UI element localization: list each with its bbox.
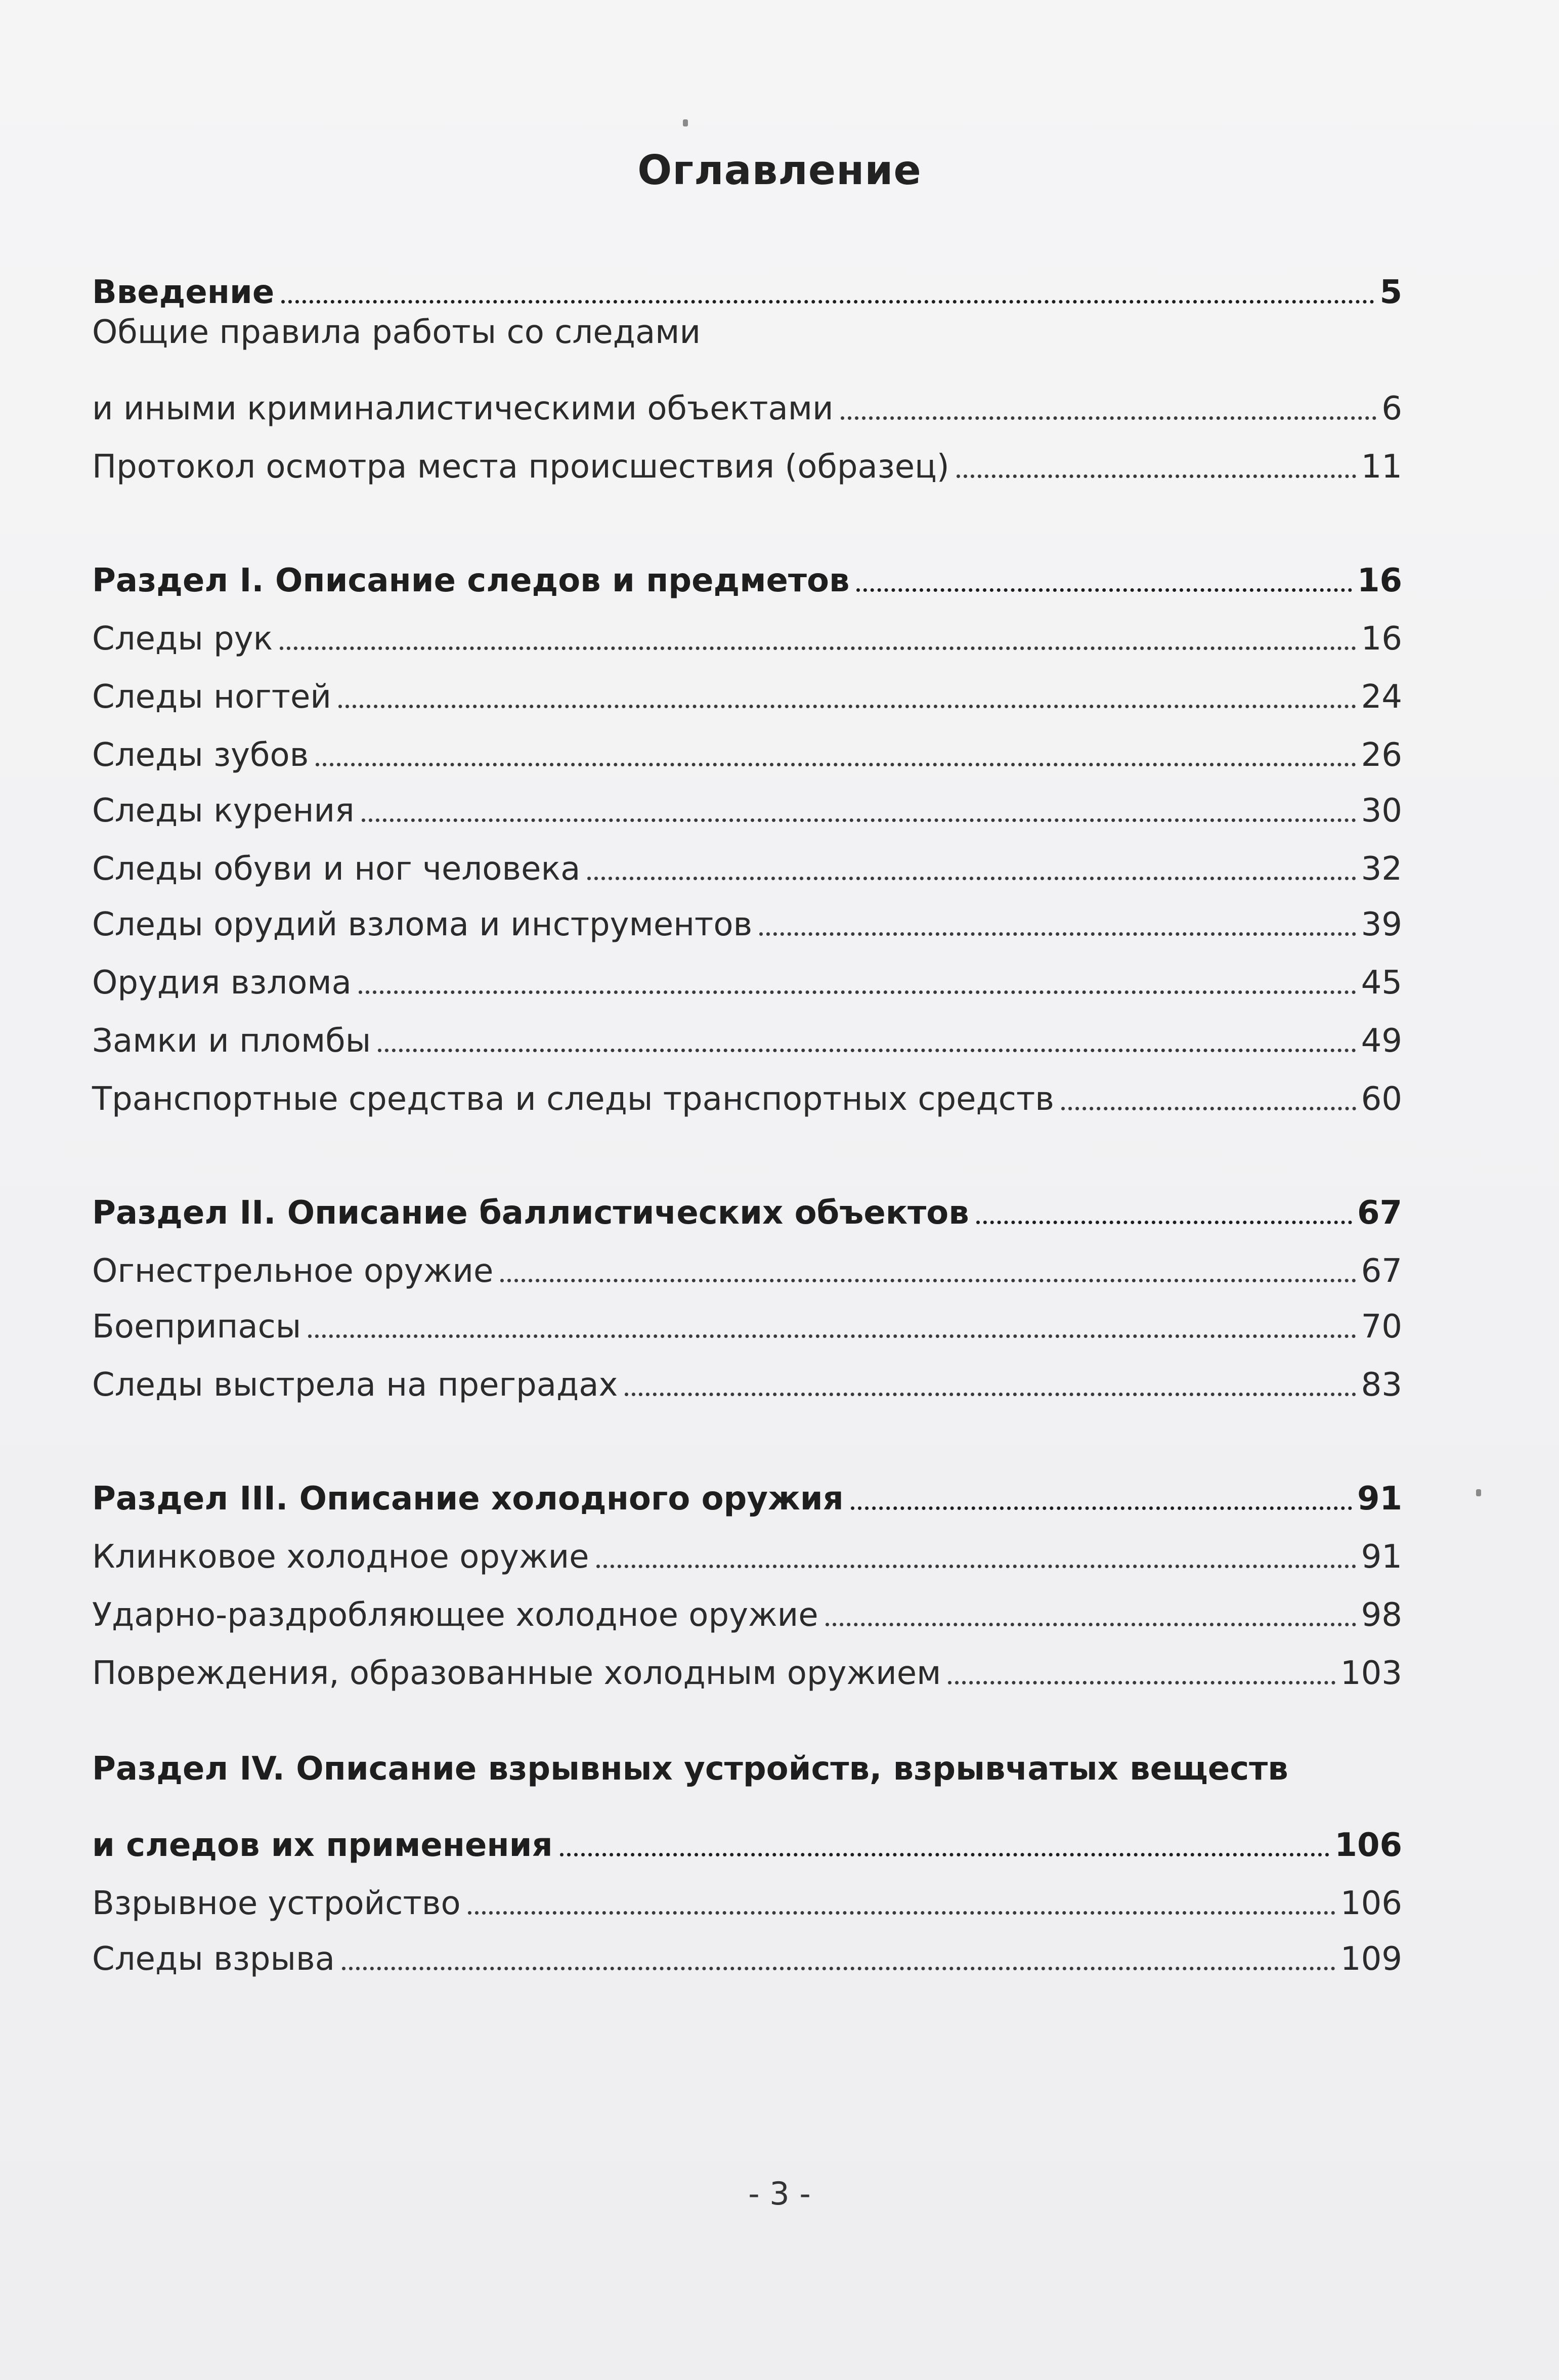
toc-entry (92, 1351, 1402, 1404)
toc-entry-title: Следы взрыва (92, 1940, 335, 1978)
dot-leader (587, 877, 1356, 880)
toc-section (92, 1811, 1402, 1862)
toc-entry-page: 98 (1361, 1596, 1402, 1634)
dot-leader (948, 1681, 1335, 1684)
toc-entry-page: 16 (1357, 562, 1402, 599)
toc-entry-title: Следы орудий взлома и инструментов (92, 906, 753, 943)
toc-entry-title: Следы рук (92, 620, 273, 658)
toc-entry-page: 11 (1361, 448, 1402, 486)
toc-entry-page: 45 (1361, 964, 1402, 1002)
page-number: - 3 - (748, 2175, 811, 2212)
dot-leader (378, 1049, 1356, 1052)
dot-leader (826, 1623, 1356, 1626)
dot-leader (560, 1853, 1330, 1856)
toc-entry-page: 67 (1357, 1194, 1402, 1232)
toc-entry-title: Транспортные средства и следы транспортных средств (92, 1080, 1054, 1118)
toc-entry-title: Следы зубов (92, 737, 309, 774)
toc-entry-title: Общие правила работы со следами (92, 314, 701, 351)
dot-leader (308, 1334, 1356, 1338)
toc-entry-page: 67 (1361, 1252, 1402, 1290)
toc-entry-title: Следы курения (92, 792, 355, 830)
toc-entry-page: 103 (1340, 1655, 1402, 1692)
toc-entry-title: и следов их применения (92, 1827, 553, 1864)
toc-entry-page: 109 (1340, 1940, 1402, 1978)
dot-leader (316, 763, 1356, 766)
dot-leader (759, 932, 1356, 936)
toc-entry-page: 24 (1361, 678, 1402, 716)
toc-entry-page: 39 (1361, 906, 1402, 943)
toc-entry (92, 663, 1402, 716)
toc-entry-title: Раздел IV. Описание взрывных устройств, взрывчатых веществ (92, 1750, 1288, 1788)
dot-leader (596, 1565, 1356, 1568)
page-title: Оглавление (637, 147, 922, 194)
toc-entry-title: Раздел III. Описание холодного оружия (92, 1480, 844, 1518)
toc-section (92, 1464, 1402, 1518)
toc-entry (92, 316, 1402, 367)
toc-entry (92, 432, 1402, 486)
dot-leader (851, 1506, 1352, 1510)
toc-entry-title: Раздел II. Описание баллистических объектов (92, 1194, 969, 1232)
toc-entry-page: 91 (1361, 1538, 1402, 1576)
toc-entry-page: 16 (1361, 620, 1402, 658)
toc-entry (92, 1581, 1402, 1634)
toc-entry (92, 1292, 1402, 1346)
toc-entry-title: Орудия взлома (92, 964, 352, 1002)
toc-entry-title: и иными криминалистическими объектами (92, 390, 834, 427)
toc-entry-page: 106 (1334, 1827, 1402, 1864)
toc-entry-title: Раздел I. Описание следов и предметов (92, 562, 850, 599)
dot-leader (342, 1967, 1335, 1970)
dot-leader (362, 818, 1356, 822)
toc-section (92, 1750, 1402, 1803)
toc-entry (92, 1523, 1402, 1576)
toc-entry-title: Повреждения, образованные холодным оружием (92, 1655, 941, 1692)
dot-leader (976, 1221, 1352, 1224)
toc-entry-page: 91 (1357, 1480, 1402, 1518)
toc-entry-page: 70 (1361, 1308, 1402, 1346)
toc-entry-title: Боеприпасы (92, 1308, 301, 1346)
dot-leader (468, 1911, 1335, 1915)
toc-entry-title: Следы выстрела на преградах (92, 1366, 618, 1404)
toc-entry (92, 1007, 1402, 1060)
dot-leader (856, 588, 1352, 592)
dot-leader (281, 300, 1374, 304)
dot-leader (841, 416, 1377, 420)
dot-leader (1061, 1107, 1356, 1110)
dot-leader (500, 1279, 1356, 1282)
toc-entry-page: 49 (1361, 1022, 1402, 1060)
toc-entry (92, 776, 1402, 830)
toc-entry (92, 948, 1402, 1002)
toc-entry (92, 604, 1402, 658)
dot-leader (957, 474, 1356, 478)
toc-entry (92, 1925, 1402, 1978)
toc-entry (92, 890, 1402, 941)
toc-entry-page: 106 (1340, 1885, 1402, 1922)
print-speck (1476, 1489, 1481, 1496)
toc-entry-page: 26 (1361, 737, 1402, 774)
toc-entry-title: Клинковое холодное оружие (92, 1538, 589, 1576)
toc-entry-title: Замки и пломбы (92, 1022, 371, 1060)
toc-entry-page: 30 (1361, 792, 1402, 830)
toc-entry-title: Протокол осмотра места происшествия (образец) (92, 448, 949, 486)
toc-section (92, 546, 1402, 597)
toc-entry-page: 32 (1361, 850, 1402, 888)
toc-entry (92, 374, 1402, 425)
dot-leader (359, 990, 1356, 994)
toc-entry (92, 835, 1402, 888)
toc-entry (92, 258, 1402, 309)
toc-entry-title: Введение (92, 274, 275, 311)
toc-entry-page: 83 (1361, 1366, 1402, 1404)
toc-entry-title: Взрывное устройство (92, 1885, 461, 1922)
toc-entry-page: 5 (1379, 274, 1402, 311)
toc-entry-page: 60 (1361, 1080, 1402, 1118)
toc-entry-title: Следы ногтей (92, 678, 331, 716)
toc-entry-title: Огнестрельное оружие (92, 1252, 494, 1290)
toc-section (92, 1179, 1402, 1232)
toc-entry (92, 1869, 1402, 1920)
dot-leader (625, 1393, 1356, 1396)
toc-entry (92, 721, 1402, 774)
toc-entry-page: 6 (1381, 390, 1402, 427)
dot-leader (338, 705, 1356, 708)
toc-entry (92, 1237, 1402, 1290)
toc-entry-title: Следы обуви и ног человека (92, 850, 581, 888)
toc-entry-title: Ударно-раздробляющее холодное оружие (92, 1596, 818, 1634)
dot-leader (280, 646, 1356, 650)
toc-entry (92, 1639, 1402, 1690)
print-speck (683, 119, 688, 126)
toc-entry (92, 1065, 1402, 1118)
